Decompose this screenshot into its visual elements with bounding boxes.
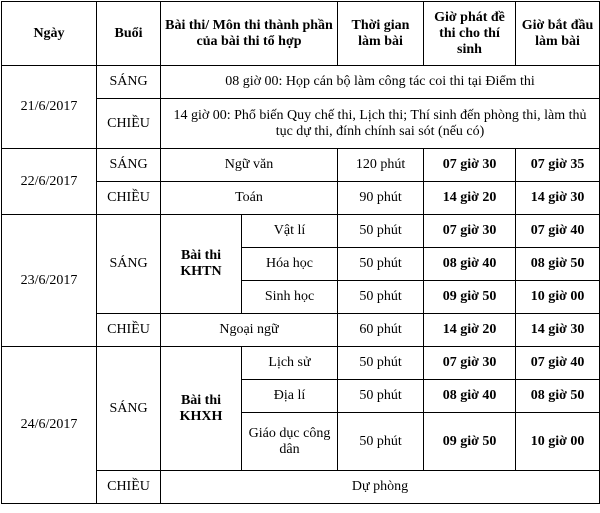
date-cell: 21/6/2017 [2, 66, 97, 149]
table-row [2, 215, 600, 248]
header-distribute-time: Giờ phát đề thi cho thí sinh [424, 2, 516, 66]
session-cell: SÁNG [97, 215, 161, 314]
session-cell: CHIỀU [97, 314, 161, 347]
note-cell: 14 giờ 00: Phổ biến Quy chế thi, Lịch thi; Thí sinh đến phòng thi, làm thủ tục dự thi, đính chính sai sót (nếu có) [161, 99, 600, 149]
header-exam: Bài thi/ Môn thi thành phần của bài thi tổ hợp [161, 2, 338, 66]
duration-cell: 50 phút [338, 347, 424, 380]
duration-cell: 120 phút [338, 149, 424, 182]
group-cell: Bài thi KHTN [161, 215, 242, 314]
distribute-time-cell: 14 giờ 20 [424, 314, 516, 347]
start-time-cell: 07 giờ 40 [516, 347, 600, 380]
subject-cell: Ngoại ngữ [161, 314, 338, 347]
duration-cell: 90 phút [338, 182, 424, 215]
start-time-cell: 14 giờ 30 [516, 182, 600, 215]
table-row [2, 149, 600, 182]
subject-cell: Sinh học [242, 281, 338, 314]
date-cell: 22/6/2017 [2, 149, 97, 215]
start-time-cell: 08 giờ 50 [516, 380, 600, 413]
note-cell: 08 giờ 00: Họp cán bộ làm công tác coi thi tại Điểm thi [161, 66, 600, 99]
subject-cell: Địa lí [242, 380, 338, 413]
distribute-time-cell: 09 giờ 50 [424, 281, 516, 314]
session-cell: CHIỀU [97, 471, 161, 504]
distribute-time-cell: 07 giờ 30 [424, 215, 516, 248]
note-cell: Dự phòng [161, 471, 600, 504]
distribute-time-cell: 08 giờ 40 [424, 248, 516, 281]
duration-cell: 50 phút [338, 413, 424, 471]
start-time-cell: 10 giờ 00 [516, 413, 600, 471]
session-cell: CHIỀU [97, 182, 161, 215]
subject-cell: Toán [161, 182, 338, 215]
start-time-cell: 07 giờ 40 [516, 215, 600, 248]
distribute-time-cell: 07 giờ 30 [424, 149, 516, 182]
duration-cell: 60 phút [338, 314, 424, 347]
table-row [2, 66, 600, 99]
exam-schedule-table [1, 1, 600, 504]
start-time-cell: 14 giờ 30 [516, 314, 600, 347]
session-cell: SÁNG [97, 347, 161, 471]
header-duration: Thời gian làm bài [338, 2, 424, 66]
subject-cell: Lịch sử [242, 347, 338, 380]
distribute-time-cell: 14 giờ 20 [424, 182, 516, 215]
date-cell: 23/6/2017 [2, 215, 97, 347]
group-cell: Bài thi KHXH [161, 347, 242, 471]
duration-cell: 50 phút [338, 248, 424, 281]
table-row [2, 347, 600, 380]
distribute-time-cell: 08 giờ 40 [424, 380, 516, 413]
header-row [2, 2, 600, 66]
duration-cell: 50 phút [338, 215, 424, 248]
header-start-time: Giờ bắt đầu làm bài [516, 2, 600, 66]
date-cell: 24/6/2017 [2, 347, 97, 504]
duration-cell: 50 phút [338, 281, 424, 314]
session-cell: SÁNG [97, 149, 161, 182]
distribute-time-cell: 07 giờ 30 [424, 347, 516, 380]
start-time-cell: 07 giờ 35 [516, 149, 600, 182]
subject-cell: Hóa học [242, 248, 338, 281]
header-session: Buổi [97, 2, 161, 66]
session-cell: CHIỀU [97, 99, 161, 149]
distribute-time-cell: 09 giờ 50 [424, 413, 516, 471]
subject-cell: Vật lí [242, 215, 338, 248]
start-time-cell: 08 giờ 50 [516, 248, 600, 281]
session-cell: SÁNG [97, 66, 161, 99]
subject-cell: Giáo dục công dân [242, 413, 338, 471]
duration-cell: 50 phút [338, 380, 424, 413]
subject-cell: Ngữ văn [161, 149, 338, 182]
start-time-cell: 10 giờ 00 [516, 281, 600, 314]
header-date: Ngày [2, 2, 97, 66]
